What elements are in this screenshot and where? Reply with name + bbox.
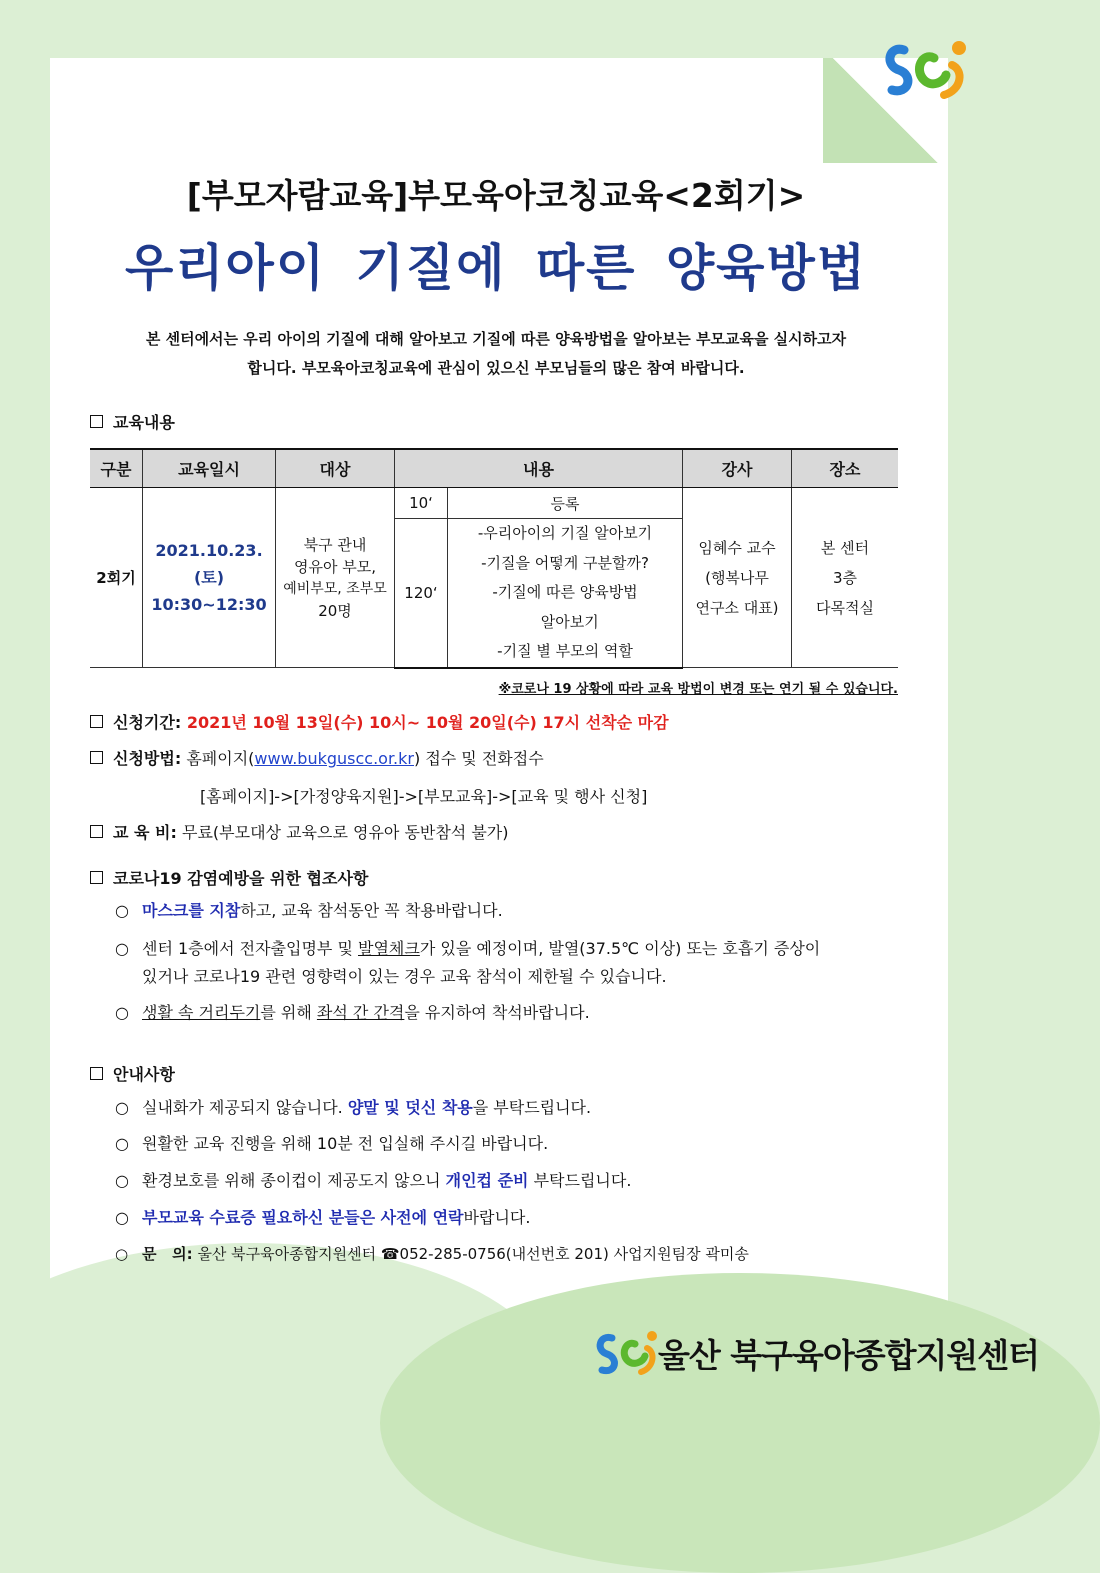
content-cell (448, 519, 683, 668)
section-label: 교육내용 (113, 413, 175, 432)
instructor-cell (683, 488, 792, 668)
circle-bullet-icon: ○ (115, 1098, 129, 1117)
item-text: 가 있을 예정이며, 발열(37.5℃ 이상) 또는 호흡기 증상이 (419, 939, 821, 958)
minutes-cell: 10‘ (395, 488, 448, 519)
list-item (115, 935, 905, 991)
place-line: 다목적실 (816, 598, 874, 617)
covid-label: 코로나19 감염예방을 위한 협조사항 (113, 869, 369, 888)
content-item: -우리아이의 기질 알아보기 (477, 524, 653, 542)
list-item (115, 1240, 905, 1268)
highlight-text: 마스크를 지참 (142, 901, 241, 920)
title-line2: 우리아이 기질에 따른 양육방법 (124, 239, 868, 297)
checkbox-square-icon (90, 871, 103, 884)
minutes-cell: 120‘ (395, 519, 448, 668)
instructor-line: (행복나무 (705, 568, 769, 587)
highlight-text: 부모교육 수료증 필요하신 분들은 사전에 연락 (142, 1208, 464, 1227)
underline-text: 발열체크 (358, 939, 420, 958)
highlight-text: 개인컵 준비 (445, 1171, 529, 1190)
time-text: 10:30~12:30 (151, 595, 267, 614)
header-cell: 대상 (276, 449, 395, 488)
apply-method-label: 신청방법: (113, 749, 182, 768)
content-item: -기질 별 부모의 역할 (497, 642, 633, 660)
date-text: 2021.10.23.(토) (155, 541, 263, 587)
center-logo-icon (874, 30, 974, 110)
target-line: 예비부모, 조부모 (283, 580, 387, 597)
apply-period (90, 710, 669, 733)
place-cell (792, 488, 899, 668)
item-text: 센터 1층에서 전자출입명부 및 (142, 939, 358, 958)
section-education-content (90, 410, 175, 433)
place-line: 본 센터 (820, 538, 870, 557)
checkbox-square-icon (90, 825, 103, 838)
homepage-link[interactable]: www.bukguscc.or.kr (254, 749, 414, 768)
covid-note: ※코로나 19 상황에 따라 교육 방법이 변경 또는 연기 될 수 있습니다. (498, 682, 898, 697)
list-item (115, 1167, 905, 1195)
intro-line2: 합니다. 부모육아코칭교육에 관심이 있으신 부모님들의 많은 참여 바랍니다. (247, 359, 745, 377)
fee (90, 820, 509, 843)
list-item (115, 1130, 905, 1158)
item-text: 부탁드립니다. (528, 1171, 632, 1190)
highlight-text: 양말 및 덧신 착용 (347, 1098, 473, 1117)
place-line: 3층 (832, 568, 858, 587)
item-text: 실내화가 제공되지 않습니다. (142, 1098, 348, 1117)
apply-method-pre: 홈페이지( (186, 749, 255, 768)
item-text: 하고, 교육 참석동안 꼭 착용바랍니다. (240, 901, 503, 920)
schedule-table (90, 448, 898, 669)
table-row (90, 488, 898, 519)
circle-bullet-icon: ○ (115, 1134, 129, 1153)
list-item (115, 1094, 905, 1122)
apply-method (90, 746, 544, 769)
contact-label: 문 의: (142, 1245, 193, 1263)
checkbox-square-icon (90, 415, 103, 428)
header-cell: 강사 (683, 449, 792, 488)
circle-bullet-icon: ○ (115, 1171, 129, 1190)
list-item (115, 999, 905, 1027)
target-line: 북구 관내 (303, 535, 367, 554)
covid-section (90, 866, 368, 889)
item-text: 을 부탁드립니다. (472, 1098, 592, 1117)
contact-value: 울산 북구육아종합지원센터 ☎052-285-0756(내선번호 201) 사업지원팀장 곽미송 (197, 1245, 749, 1263)
target-line: 영유아 부모, (294, 557, 376, 576)
fee-value: 무료(부모대상 교육으로 영유아 동반참석 불가) (182, 823, 509, 842)
apply-period-value: 2021년 10월 13일(수) 10시~ 10월 20일(수) 17시 선착순 마감 (186, 713, 669, 732)
guide-label: 안내사항 (113, 1065, 175, 1084)
circle-bullet-icon: ○ (115, 901, 129, 920)
content-item: -기질에 따른 양육방법 (492, 583, 638, 601)
header-cell: 교육일시 (143, 449, 276, 488)
underline-text: 좌석 간 간격 (316, 1003, 405, 1022)
date-cell (143, 488, 276, 668)
fee-label: 교 육 비: (113, 823, 177, 842)
footer-org-name: 울산 북구육아종합지원센터 (658, 1336, 1040, 1375)
session-cell: 2회기 (90, 488, 143, 668)
content-item: 알아보기 (531, 612, 599, 631)
circle-bullet-icon: ○ (115, 1245, 129, 1263)
content-item: -기질을 어떻게 구분할까? (481, 553, 649, 572)
item-text: 을 유지하여 착석바랍니다. (404, 1003, 590, 1022)
underline-text: 생활 속 거리두기 (142, 1003, 261, 1022)
item-text: 환경보호를 위해 종이컵이 제공도지 않으니 (142, 1171, 446, 1190)
checkbox-square-icon (90, 715, 103, 728)
circle-bullet-icon: ○ (115, 1003, 129, 1022)
checkbox-square-icon (90, 1067, 103, 1080)
target-line: 20명 (318, 601, 352, 620)
content-cell: 등록 (448, 488, 683, 519)
list-item (115, 1204, 905, 1232)
item-text: 원활한 교육 진행을 위해 10분 전 입실해 주시길 바랍니다. (142, 1134, 549, 1153)
checkbox-square-icon (90, 751, 103, 764)
apply-path: [홈페이지]->[가정양육지원]->[부모교육]->[교육 및 행사 신청] (200, 787, 648, 806)
header-cell: 구분 (90, 449, 143, 488)
header-cell: 장소 (792, 449, 899, 488)
item-text: 를 위해 (260, 1003, 317, 1022)
intro-line1: 본 센터에서는 우리 아이의 기질에 대해 알아보고 기질에 따른 양육방법을 알아보는 부모교육을 실시하고자 (145, 330, 847, 348)
target-cell (276, 488, 395, 668)
item-text: 있거나 코로나19 관련 영향력이 있는 경우 교육 참석이 제한될 수 있습니다. (142, 967, 667, 986)
circle-bullet-icon: ○ (115, 939, 129, 958)
header-cell: 내용 (395, 449, 683, 488)
table-header-row (90, 449, 898, 488)
guide-section (90, 1062, 175, 1085)
circle-bullet-icon: ○ (115, 1208, 129, 1227)
instructor-line: 연구소 대표) (695, 598, 779, 617)
intro-text (90, 325, 902, 383)
apply-method-post: ) 접수 및 전화접수 (413, 749, 544, 768)
item-text: 바랍니다. (463, 1208, 531, 1227)
apply-period-label: 신청기간: (113, 713, 182, 732)
title-line1: [부모자람교육]부모육아코칭교육<2회기> (186, 176, 806, 215)
list-item (115, 897, 905, 925)
instructor-line: 임혜수 교수 (698, 538, 776, 557)
